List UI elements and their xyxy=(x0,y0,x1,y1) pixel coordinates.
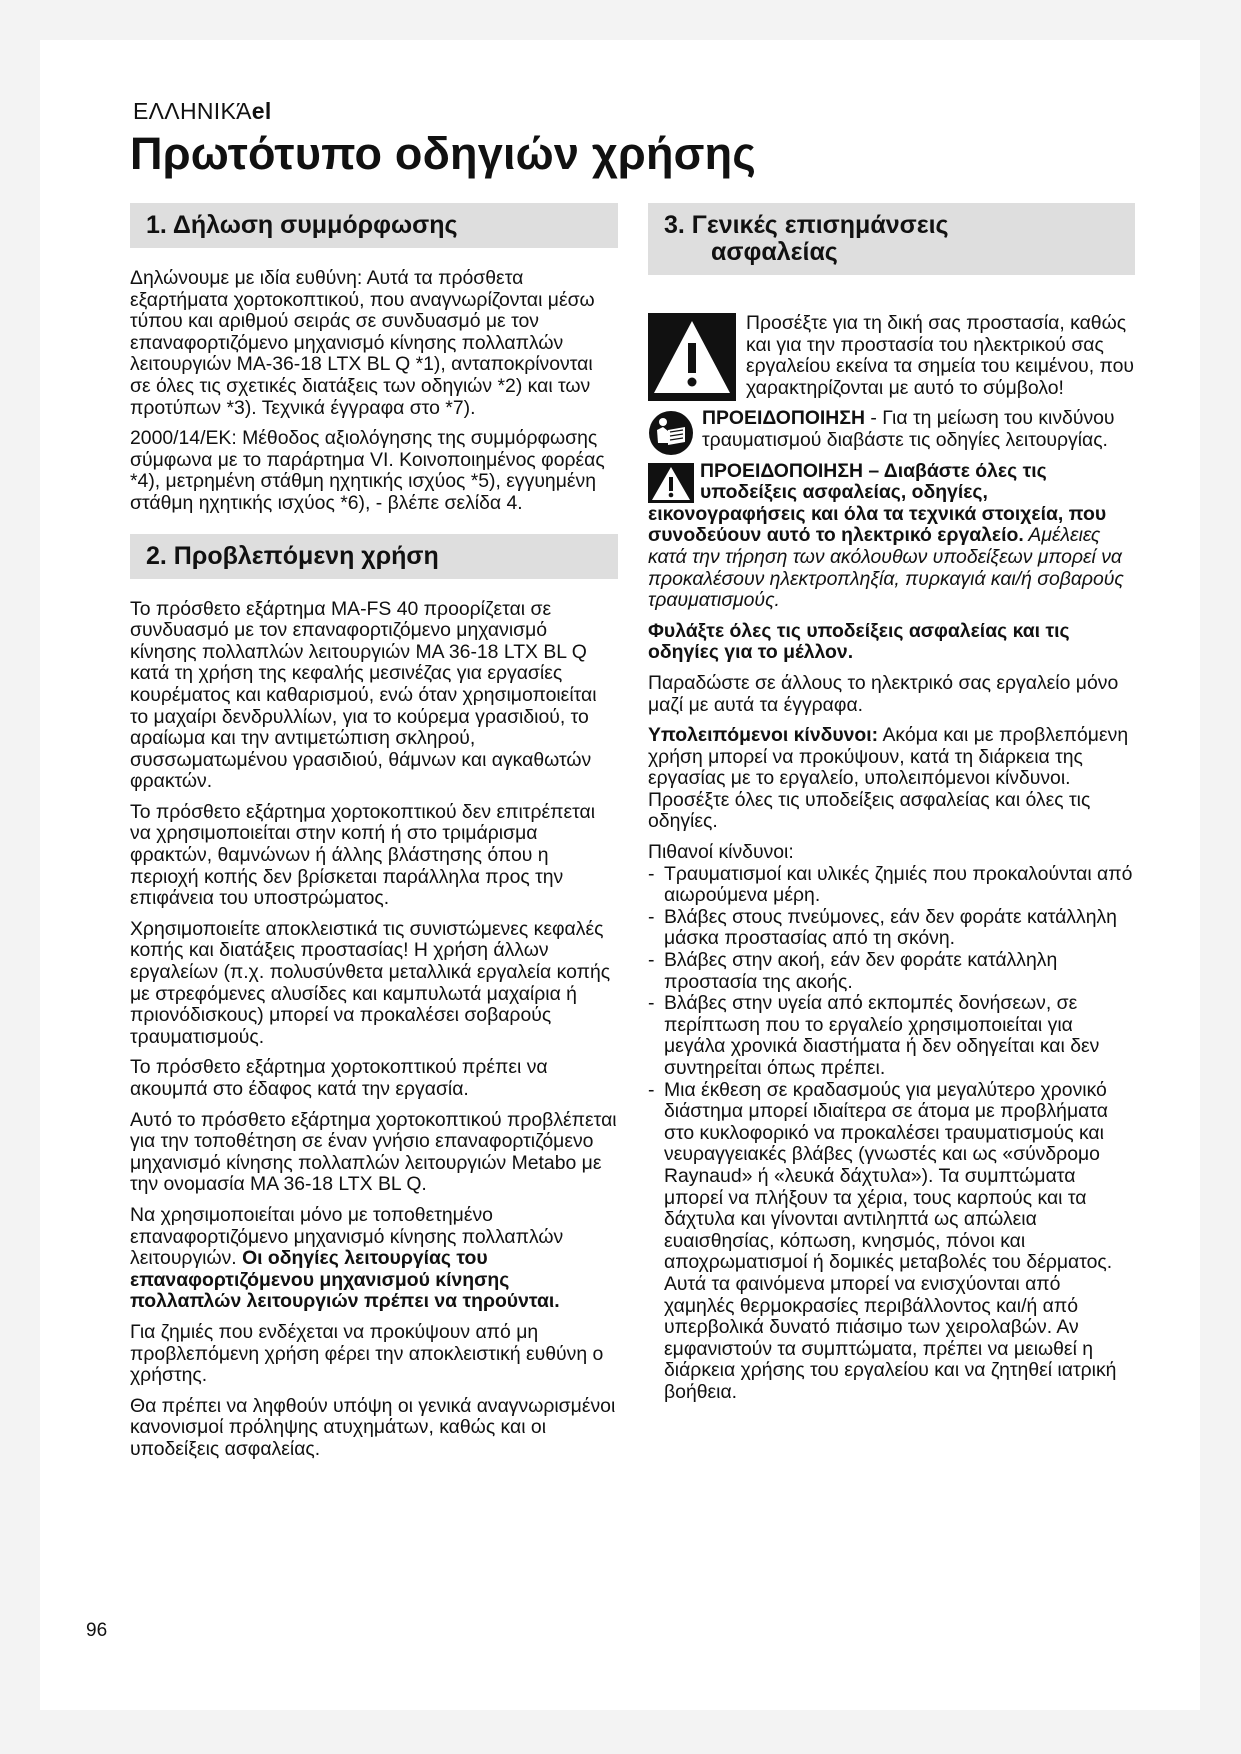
declaration-paragraph: Δηλώνουμε με ιδία ευθύνη: Αυτά τα πρόσθετα εξαρτήματα χορτοκοπτικού, που αναγνωρίζονται μέσω τύπου και αριθμού σειράς σε συνδυασμό με τον επαναφορτιζόμενο μηχανισμό κίνησης πολλαπλών λειτουργιών MA-36-18 LTX BL Q *1), ανταποκρίνονται σε όλες τις σχετικές διατάξεις των οδηγιών *2) και των προτύπων *3). Τεχνικά έγγραφα στο *7). xyxy=(130,267,595,419)
drive-unit-paragraph: Να χρησιμοποιείται μόνο με τοποθετημένο επαναφορτιζόμενο μηχανισμό κίνησης πολλαπλών λειτουργιών. Οι οδηγίες λειτουργίας του επαναφορτιζόμενου μηχανισμού κίνησης πολλαπλών λειτουργιών πρέπει να τηρούνται. xyxy=(130,1203,564,1313)
liability-paragraph: Για ζημιές που ενδέχεται να προκύψουν από μη προβλεπόμενη χρήση φέρει την αποκλειστική ευθύνη ο χρήστης. xyxy=(130,1320,604,1387)
mounting-paragraph: Αυτό το πρόσθετο εξάρτημα χορτοκοπτικού προβλέπεται για την τοποθέτηση σε έναν γνήσιο επαναφορτιζόμενο μηχανισμό κίνησης πολλαπλών λειτουργιών Metabo με την ονομασία MA 36-18 LTX BL Q. xyxy=(130,1108,617,1196)
ground-contact-paragraph: Το πρόσθετο εξάρτημα χορτοκοπτικού πρέπει να ακουμπά στο έδαφος κατά την εργασία. xyxy=(130,1056,548,1100)
language-label: ΕΛΛΗΝΙΚΆel xyxy=(133,98,272,124)
left-column xyxy=(130,203,618,1470)
warning-triangle-icon xyxy=(648,313,736,401)
list-item: - Βλάβες στους πνεύμονες, εάν δεν φοράτε κατάλληλη μάσκα προστασίας από τη σκόνη. xyxy=(648,907,1135,950)
safety-symbol-paragraph: Προσέξτε για τη δική σας προστασία, καθώς και για την προστασία του ηλεκτρικού σας εργαλείου εκείνα τα σημεία του κειμένου, που χαρακτηρίζονται με αυτό το σύμβολο! xyxy=(648,313,1135,399)
language-code: el xyxy=(251,98,272,124)
read-all-warnings-paragraph: ΠΡΟΕΙΔΟΠΟΙΗΣΗ – Διαβάστε όλες τις υποδείξεις ασφαλείας, οδηγίες, εικονογραφήσεις και όλα τα τεχνικά στοιχεία, που συνοδεύουν αυτό το ηλεκτρικό εργαλείο. Αμέλειες κατά την τήρηση των ακόλουθων υποδείξεων μπορεί να προκαλέσουν ηλεκτροπληξία, πυρκαγιά και/ή σοβαρούς τραυματισμούς. xyxy=(648,459,1124,612)
read-instructions-warning: ΠΡΟΕΙΔΟΠΟΙΗΣΗ - Για τη μείωση του κινδύνου τραυματισμού διαβάστε τις οδηγίες λειτουργίας. xyxy=(648,408,1135,451)
section-3-heading: 3. Γενικές επισημάνσεις ασφαλείας xyxy=(648,203,1135,275)
list-item: - Βλάβες στην υγεία από εκπομπές δονήσεων, σε περίπτωση που το εργαλείο χρησιμοποιείται για μεγάλα χρονικά διαστήματα ή δεν οδηγείται και δεν συντηρείται όπως πρέπει. xyxy=(648,993,1135,1079)
accident-prevention-paragraph: Θα πρέπει να ληφθούν υπόψη οι γενικά αναγνωρισμένοι κανονισμοί πρόληψης ατυχημάτων, καθώς και οι υποδείξεις ασφαλείας. xyxy=(130,1394,616,1460)
prohibited-use-paragraph: Το πρόσθετο εξάρτημα χορτοκοπτικού δεν επιτρέπεται να χρησιμοποιείται στην κοπή ή στο τριμάρισμα φρακτών, θαμνώνων ή άλλης βλάστησης όπου η περιοχή κοπής δεν βρίσκεται παράλληλα προς την επιφάνεια του υποστρώματος. xyxy=(130,800,596,910)
residual-risks-paragraph: Υπολειπόμενοι κίνδυνοι: Ακόμα και με προβλεπόμενη χρήση μπορεί να προκύψουν, κατά τη διάρκεια της εργασίας με το εργαλείο, υπολειπόμενοι κίνδυνοι. Προσέξτε όλες τις υποδείξεις ασφαλείας και όλες τις οδηγίες. xyxy=(648,724,1129,833)
handover-paragraph: Παραδώστε σε άλλους το ηλεκτρικό σας εργαλείο μόνο μαζί με αυτά τα έγγραφα. xyxy=(648,671,1119,716)
recommended-heads-paragraph: Χρησιμοποιείτε αποκλειστικά τις συνιστώμενες κεφαλές κοπής και διατάξεις προστασίας! Η χρήση άλλων εργαλείων (π.χ. πολυσύνθετα μεταλλικά εργαλεία κοπής με στρεφόμενες αλυσίδες και καμπυλωτά μαχαίρια ή πριονόδισκους) μπορεί να προκαλέσει σοβαρούς τραυματισμούς. xyxy=(130,917,611,1048)
section-1-heading: 1. Δήλωση συμμόρφωσης xyxy=(130,203,618,248)
read-manual-icon xyxy=(648,410,694,456)
warning-triangle-small-icon xyxy=(648,463,694,503)
list-item: - Βλάβες στην ακοή, εάν δεν φοράτε κατάλληλη προστασία της ακοής. xyxy=(648,950,1135,993)
page-number: 96 xyxy=(86,1620,108,1641)
keep-instructions-paragraph: Φυλάξτε όλες τις υποδείξεις ασφαλείας και τις οδηγίες για το μέλλον. xyxy=(648,619,1070,664)
list-item: - Τραυματισμοί και υλικές ζημιές που προκαλούνται από αιωρούμενα μέρη. xyxy=(648,864,1135,907)
intended-use-paragraph: Το πρόσθετο εξάρτημα MA-FS 40 προορίζεται σε συνδυασμό με τον επαναφορτιζόμενο μηχανισμό κίνησης πολλαπλών λειτουργιών MA 36-18 LTX BL Q κατά τη χρήση της κεφαλής μεσινέζας για εργασίες κουρέματος και καθαρισμού, ενώ όταν χρησιμοποιείται το μαχαίρι δενδρυλλίων, για το κούρεμα γρασιδιού, το αραίωμα και την αντιμετώπιση σκληρού, συσσωματωμένου γρασιδιού, θάμνων και αγκαθωτών φρακτών. xyxy=(130,597,597,793)
possible-risks-label: Πιθανοί κίνδυνοι: xyxy=(648,841,794,864)
document-title: Πρωτότυπο οδηγιών χρήσης xyxy=(130,128,756,179)
risk-list xyxy=(648,864,1135,1404)
directive-paragraph: 2000/14/ΕΚ: Μέθοδος αξιολόγησης της συμμόρφωσης σύμφωνα με το παράρτημα VI. Κοινοποιημένος φορέας *4), μετρημένη στάθμη ηχητικής ισχύος *5), εγγυημένη στάθμη ηχητικής ισχύος *6), - βλέπε σελίδα 4. xyxy=(130,427,605,514)
right-column xyxy=(648,203,1135,1404)
section-2-heading: 2. Προβλεπόμενη χρήση xyxy=(130,534,618,579)
list-item: - Μια έκθεση σε κραδασμούς για μεγαλύτερο χρονικό διάστημα μπορεί ιδιαίτερα σε άτομα με προβλήματα στο κυκλοφορικό να προκαλέσει τραυματισμούς και νευραγγειακές βλάβες (γνωστές και ως «σύνδρομο Raynaud» ή «λευκά δάχτυλα»). Τα συμπτώματα μπορεί να πλήξουν τα χέρια, τους καρπούς και τα δάχτυλα και γίνονται αντιληπτά ως απώλεια ευαισθησίας, κόπωση, κνησμός, πόνοι και αποχρωματισμοί ή δομικές μεταβολές του δέρματος. Αυτά τα φαινόμενα μπορεί να ενισχύονται από χαμηλές θερμοκρασίες περιβάλλοντος και/ή από υπερβολικά δυνατό πιάσιμο των χειρολαβών. Αν εμφανιστούν τα συμπτώματα, πρέπει να μειωθεί η διάρκεια χρήσης του εργαλείου και να ζητηθεί ιατρική βοήθεια. xyxy=(648,1080,1135,1404)
